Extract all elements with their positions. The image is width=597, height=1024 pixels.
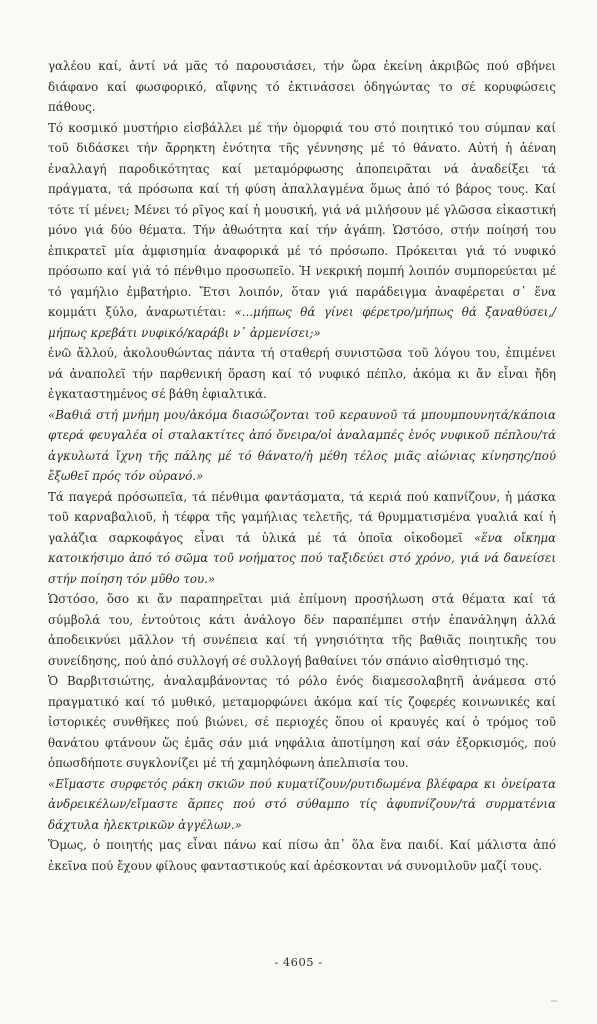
scan-speck xyxy=(551,1000,557,1002)
paragraph-5-quote: «ἕνα οἴκημα κατοικήσιμο ἀπό τό σῶμα τοῦ νοήματος πού ταξιδεύει στό χρόνο, γιά νά δανείσει στήν ποίηση τόν μῦθο του.» xyxy=(48,530,556,586)
quote-1-text: «Βαθιά στή μνήμη μου/ἀκόμα διασώζονται τοῦ κεραυνοῦ τά μπουμπουνητά/κάποια φτερά φευγαλέα οἱ σταλακτίτες ἀπό ὄνειρα/οἱ ἀναλαμπές ἑνός νυφικοῦ πέπλου/τά ἀγκυλωτά ἴχνη τῆς πάλης μέ τό θάνατο/ἡ μέθη τέλος μιᾶς αἰώνιας κίνησης/πού ἔξωθεῖ πρός τόν οὐρανό.» xyxy=(48,407,556,483)
paragraph-7 xyxy=(48,671,556,774)
paragraph-2 xyxy=(48,118,556,344)
page-body xyxy=(48,56,556,876)
paragraph-6-text: Ὡστόσο, ὅσο κι ἄν παραπηρεῖται μιά ἐπίμονη προσήλωση στά θέματα καί τά σύμβολά του, ἐντούτοις κάτι ἀνάλογο δέν παραπέμπει στήν ἐπανάληψη ἀλλά ἀποδεικνύει μᾶλλον τή συνέπεια καί τή γνησιότητα τῆς βαθιᾶς ποιητικῆς του συνείδησης, πού ἀπό συλλογή σέ συλλογή βαθαίνει τόν σπάνιο αἰσθητισμό της. xyxy=(48,592,556,668)
page-number: - 4605 - xyxy=(274,955,323,969)
paragraph-5 xyxy=(48,487,556,590)
paragraph-9 xyxy=(48,835,556,876)
paragraph-1-text: γαλέου καί, ἀντί νά μᾶς τό παρουσιάσει, τήν ὥρα ἐκείνη ἀκριβῶς πού σβήνει διάφανο καί φωσφορικό, αἴφνης τό ἐκτινάσσει ὁδηγώντας το σέ κορυφώσεις πάθους. xyxy=(48,59,556,114)
paragraph-2-text: Τό κοσμικό μυστήριο εἰσβάλλει μέ τήν ὀμορφιά του στό ποιητικό του σύμπαν καί τοῦ διδάσκει τήν ἄρρηκτη ἑνότητα τῆς γέννησης μέ τό θάνατο. Αὐτή ἡ ἀέναη ἐναλλαγή παροδικότητας καί μεταμόρφωσης ἀποπειρᾶται νά ἀναδείξει τά πράγματα, τά πρόσωπα καί τή φύση ἀπαλλαγμένα ὅμως ἀπό τό βάρος τους. Καί τότε τί μένει; Μένει τό ρῖγος καί ἡ μουσική, γιά νά μιλήσουν μέ γλῶσσα εἰκαστική μόνο γιά δύο θέματα. Τήν ἀθωότητα καί τήν ἀγάπη. Ὡστόσο, στήν ποίησή του ἐπικρατεῖ μία ἀμφισημία ἀναφορικά μέ τό πρόσωπο. Πρόκειται γιά τό νυφικό πρόσωπο καί γιά τό πένθιμο προσωπεῖο. Ἡ νεκρική πομπή λοιπόν συμπορεύεται μέ τό γαμήλιο ἐμβατήριο. Ἔτσι λοιπόν, ὅταν γιά παράδειγμα ἀναφέρεται σ᾽ ἕνα κομμάτι ξύλο, ἀναρωτιέται: xyxy=(48,120,556,319)
paragraph-7-text: Ὁ Βαρβιτσιώτης, ἀναλαμβάνοντας τό ρόλο ἑνός διαμεσολαβητῆ ἀνάμεσα στό πραγματικό καί τό μυθικό, μεταμορφώνει ἀκόμα καί τίς ζοφερές κοινωνικές καί ἱστορικές συνθῆκες πού βιώνει, σέ περιοχές ὅπου οἱ κραυγές καί ὁ τρόμος τοῦ θανάτου φτάνουν ὥς ἐμᾶς σάν μιά νηφάλια ἀποτίμηση καί σάν ἐξορκισμός, πού ὁπωσδήποτε συγκλονίζει μέ τή χαμηλόφωνη ἀπελπισία του. xyxy=(48,674,556,770)
paragraph-2-quote: «...μήπως θά γίνει φέρετρο/μήπως θά ξαναθύσει,/μήπως κρεβάτι νυφικό/καράβι ν᾽ ἀρμενίσει;» xyxy=(48,305,556,340)
paragraph-9-text: Ὅμως, ὁ ποιητής μας εἶναι πάνω καί πίσω ἀπ᾽ ὅλα ἕνα παιδί. Καί μάλιστα ἀπό ἐκεῖνα πού ἔχουν φίλους φανταστικούς καί ἀρέσκονται νά συνομιλοῦν μαζί τους. xyxy=(48,838,556,873)
quote-2 xyxy=(48,774,556,836)
paragraph-5-text: Τά παγερά πρόσωπεῖα, τά πένθιμα φαντάσματα, τά κεριά πού καπνίζουν, ἡ μάσκα τοῦ καρναβαλιοῦ, ἡ τέφρα τῆς γαμήλιας τελετῆς, τά θρυμματισμένα γυαλιά καί ἡ γαλάζια σαρκοφάγος εἶναι τά ὑλικά μέ τά ὁποῖα οἰκοδομεῖ xyxy=(48,489,556,545)
paragraph-6 xyxy=(48,589,556,671)
quote-1 xyxy=(48,405,556,487)
paragraph-3-text: ἐνῶ ἄλλού, ἀκολουθώντας πάντα τή σταθερή συνιστῶσα τοῦ λόγου του, ἐπιμένει νά ἀναπολεῖ τήν παρθενική ὅραση καί τό νυφικό πέπλο, ἀκόμα κι ἄν εἶναι ἤδη ἐγκαταστημένος σέ βάθη ἐφιαλτικά. xyxy=(48,346,556,401)
paragraph-1 xyxy=(48,56,556,118)
paragraph-3 xyxy=(48,343,556,405)
quote-2-text: «Εἴμαστε συρφετός ράκη σκιῶν πού κυματίζουν/ρυτιδωμένα βλέφαρα κι ὀνείρατα ἀνδρεικέλων/εἴμαστε ἅρπες πού στό σύθαμπο τίς ἀφυπνίζουν/τά συρματένια δάχτυλα ἠλεκτρικῶν ἀγγέλων.» xyxy=(48,776,556,832)
